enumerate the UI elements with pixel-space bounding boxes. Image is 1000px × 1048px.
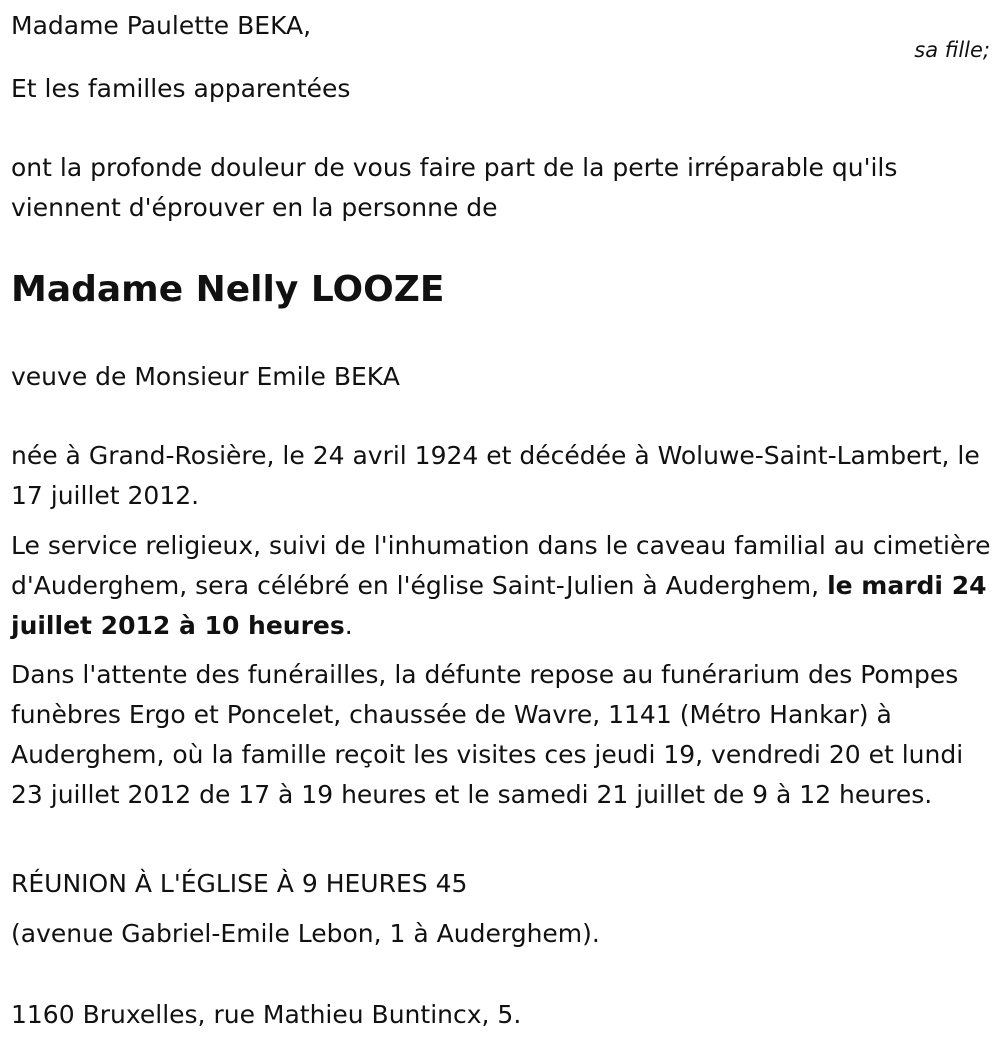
meeting-notice: RÉUNION À L'ÉGLISE À 9 HEURES 45 xyxy=(11,869,468,898)
meeting-address: (avenue Gabriel-Emile Lebon, 1 à Auderghem). xyxy=(11,919,600,948)
service-info xyxy=(11,526,992,646)
intro-line-2: viennent d'éprouver en la personne de xyxy=(11,193,498,222)
birth-death-info: née à Grand-Rosière, le 24 avril 1924 et décédée à Woluwe-Saint-Lambert, le 17 juillet 2012. xyxy=(11,441,980,510)
service-text-end: . xyxy=(344,611,353,640)
contact-address: 1160 Bruxelles, rue Mathieu Buntincx, 5. xyxy=(11,1000,522,1029)
families-line: Et les familles apparentées xyxy=(11,74,351,103)
service-datetime: le mardi 24 juillet 2012 à 10 heures xyxy=(11,571,987,640)
visitation-info: Dans l'attente des funérailles, la défunte repose au funérarium des Pompes funèbres Ergo et Poncelet, chaussée de Wavre, 1141 (Métro Hankar) à Auderghem, où la famille reçoit les visites ces jeudi 19, vendredi 20 et lundi 23 juillet 2012 de 17 à 19 heures et le samedi 21 juillet de 9 à 12 heures. xyxy=(11,660,964,809)
deceased-name: Madame Nelly LOOZE xyxy=(11,269,445,310)
daughter-role: sa fille; xyxy=(914,38,990,62)
widow-of: veuve de Monsieur Emile BEKA xyxy=(11,362,400,391)
service-text: Le service religieux, suivi de l'inhumation dans le caveau familial au cimetière d'Auderghem, sera célébré en l'église Saint-Julien à Auderghem, xyxy=(11,531,991,600)
daughter-name: Madame Paulette BEKA, xyxy=(11,11,312,40)
intro-line-1: ont la profonde douleur de vous faire part de la perte irréparable qu'ils xyxy=(11,153,898,182)
